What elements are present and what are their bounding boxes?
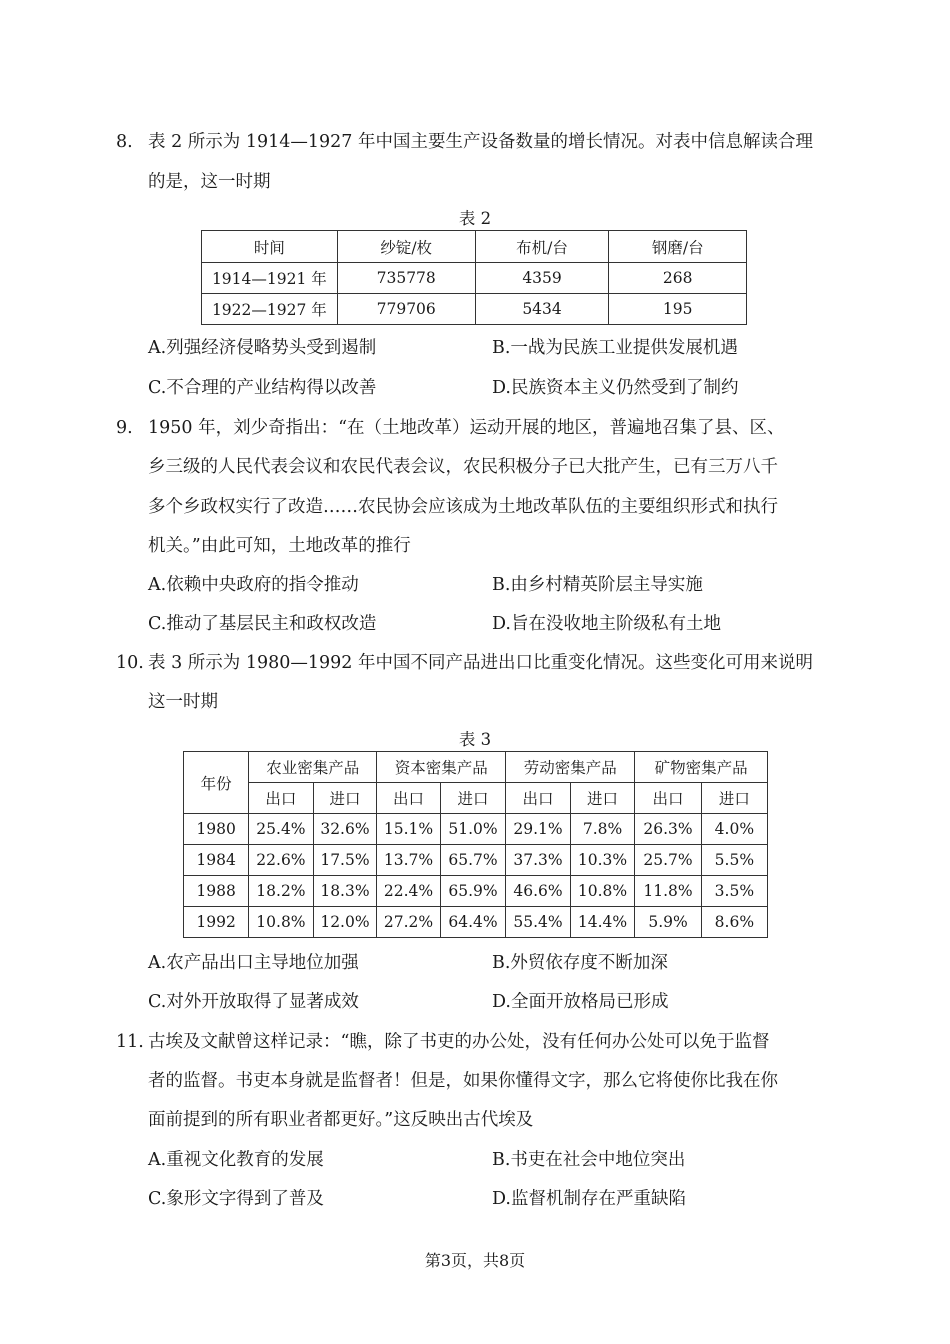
table-3-group-header: 矿物密集产品 <box>635 752 768 783</box>
q10-option-d[interactable]: D.全面开放格局已形成 <box>492 992 669 1012</box>
q11-stem-line3: 面前提到的所有职业者都更好。”这反映出古代埃及 <box>148 1110 534 1130</box>
q10-number: 10. <box>116 653 144 673</box>
q11-option-a[interactable]: A.重视文化教育的发展 <box>148 1150 324 1170</box>
table-3-sub-header: 进口 <box>313 783 377 814</box>
table-3-year-header: 年份 <box>184 752 249 814</box>
table-row <box>184 907 768 938</box>
q9-option-a[interactable]: A.依赖中央政府的指令推动 <box>148 575 359 595</box>
q8-number: 8. <box>116 132 133 152</box>
table-3-cell: 18.2% <box>249 876 314 907</box>
table-3-cell: 10.8% <box>570 876 635 907</box>
table-3-cell: 7.8% <box>570 814 635 845</box>
table-3-cell: 3.5% <box>701 876 767 907</box>
table-3-group-header: 资本密集产品 <box>377 752 506 783</box>
q11-option-b[interactable]: B.书吏在社会中地位突出 <box>492 1150 686 1170</box>
table-3-cell: 17.5% <box>313 845 377 876</box>
table-2-cell: 779706 <box>337 294 475 325</box>
table-3-cell: 37.3% <box>506 845 571 876</box>
table-2-cell: 1922—1927 年 <box>202 294 338 325</box>
table-2-header: 布机/台 <box>475 231 609 263</box>
table-3-cell: 1984 <box>184 845 249 876</box>
table-3-cell: 12.0% <box>313 907 377 938</box>
table-3-cell: 25.7% <box>635 845 701 876</box>
table-3-cell: 1988 <box>184 876 249 907</box>
table-3-cell: 26.3% <box>635 814 701 845</box>
table-3-sub-header: 出口 <box>249 783 314 814</box>
table-3-cell: 5.9% <box>635 907 701 938</box>
table-3-cell: 64.4% <box>440 907 505 938</box>
table-row <box>202 294 747 325</box>
table-3-sub-header: 进口 <box>701 783 767 814</box>
table-row <box>202 263 747 294</box>
q11-stem-line2: 者的监督。书吏本身就是监督者！但是，如果你懂得文字，那么它将使你比我在你 <box>148 1071 778 1091</box>
q11-number: 11. <box>116 1032 144 1052</box>
q9-option-c[interactable]: C.推动了基层民主和政权改造 <box>148 614 377 634</box>
table-3-cell: 32.6% <box>313 814 377 845</box>
table-3-cell: 55.4% <box>506 907 571 938</box>
table-2-header: 纱锭/枚 <box>337 231 475 263</box>
q10-option-a[interactable]: A.农产品出口主导地位加强 <box>148 953 359 973</box>
q11-stem-line1: 古埃及文献曾这样记录：“瞧，除了书吏的办公处，没有任何办公处可以免于监督 <box>148 1032 770 1052</box>
q9-stem-line2: 乡三级的人民代表会议和农民代表会议，农民积极分子已大批产生，已有三万八千 <box>148 457 778 477</box>
table-2-header: 时间 <box>202 231 338 263</box>
q9-number: 9. <box>116 418 133 438</box>
table-3-sub-header: 出口 <box>377 783 441 814</box>
table-3-cell: 1980 <box>184 814 249 845</box>
table-3-cell: 10.8% <box>249 907 314 938</box>
table-2-cell: 4359 <box>475 263 609 294</box>
table-3-cell: 18.3% <box>313 876 377 907</box>
q9-stem-line1: 1950 年，刘少奇指出：“在（土地改革）运动开展的地区，普遍地召集了县、区、 <box>148 418 785 438</box>
q8-option-b[interactable]: B.一战为民族工业提供发展机遇 <box>492 338 738 358</box>
table-3-cell: 65.7% <box>440 845 505 876</box>
q8-option-a[interactable]: A.列强经济侵略势头受到遏制 <box>148 338 377 358</box>
table-3-group-header: 劳动密集产品 <box>506 752 635 783</box>
table-3-cell: 22.6% <box>249 845 314 876</box>
table-2-cell: 735778 <box>337 263 475 294</box>
table-3-cell: 27.2% <box>377 907 441 938</box>
q8-stem-line1: 表 2 所示为 1914—1927 年中国主要生产设备数量的增长情况。对表中信息解读合理 <box>148 132 813 152</box>
table-3-sub-header: 进口 <box>570 783 635 814</box>
table-3-sub-header: 出口 <box>506 783 571 814</box>
q10-option-b[interactable]: B.外贸依存度不断加深 <box>492 953 668 973</box>
table-2 <box>201 230 747 325</box>
table-3-sub-header: 进口 <box>440 783 505 814</box>
table-2-header: 钢磨/台 <box>609 231 747 263</box>
q11-option-d[interactable]: D.监督机制存在严重缺陷 <box>492 1189 686 1209</box>
table-3-cell: 10.3% <box>570 845 635 876</box>
table-3-cell: 25.4% <box>249 814 314 845</box>
table-3-cell: 13.7% <box>377 845 441 876</box>
table-3 <box>183 751 768 938</box>
table-3-cell: 5.5% <box>701 845 767 876</box>
table-3-cell: 4.0% <box>701 814 767 845</box>
table-3-sub-header: 出口 <box>635 783 701 814</box>
table-3-cell: 65.9% <box>440 876 505 907</box>
q9-option-d[interactable]: D.旨在没收地主阶级私有土地 <box>492 614 721 634</box>
table-3-cell: 22.4% <box>377 876 441 907</box>
table-3-cell: 1992 <box>184 907 249 938</box>
q8-option-c[interactable]: C.不合理的产业结构得以改善 <box>148 378 377 398</box>
table-2-cell: 195 <box>609 294 747 325</box>
table-3-cell: 8.6% <box>701 907 767 938</box>
table-3-cell: 51.0% <box>440 814 505 845</box>
table-3-group-header: 农业密集产品 <box>249 752 377 783</box>
table-2-cell: 1914—1921 年 <box>202 263 338 294</box>
q8-stem-line2: 的是，这一时期 <box>148 172 271 192</box>
table-row <box>184 814 768 845</box>
q8-option-d[interactable]: D.民族资本主义仍然受到了制约 <box>492 378 739 398</box>
q10-stem-line1: 表 3 所示为 1980—1992 年中国不同产品进出口比重变化情况。这些变化可用来说明 <box>148 653 813 673</box>
table-3-cell: 29.1% <box>506 814 571 845</box>
table-3-cell: 46.6% <box>506 876 571 907</box>
table-2-cell: 5434 <box>475 294 609 325</box>
table-row <box>184 845 768 876</box>
table-3-cell: 14.4% <box>570 907 635 938</box>
q9-stem-line4: 机关。”由此可知，土地改革的推行 <box>148 536 411 556</box>
q10-stem-line2: 这一时期 <box>148 692 218 712</box>
table-3-cell: 15.1% <box>377 814 441 845</box>
q10-option-c[interactable]: C.对外开放取得了显著成效 <box>148 992 359 1012</box>
q11-option-c[interactable]: C.象形文字得到了普及 <box>148 1189 324 1209</box>
table-row <box>184 876 768 907</box>
q9-option-b[interactable]: B.由乡村精英阶层主导实施 <box>492 575 703 595</box>
table-3-cell: 11.8% <box>635 876 701 907</box>
page-footer: 第3页，共8页 <box>424 1251 526 1270</box>
q10-table-caption: 表 3 <box>458 730 492 749</box>
table-2-cell: 268 <box>609 263 747 294</box>
q9-stem-line3: 多个乡政权实行了改造……农民协会应该成为土地改革队伍的主要组织形式和执行 <box>148 497 778 517</box>
q8-table-caption: 表 2 <box>458 209 492 228</box>
